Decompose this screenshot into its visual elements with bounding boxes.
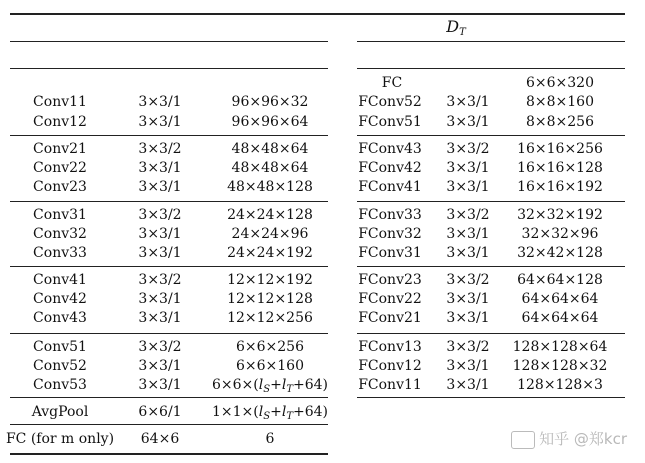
encoder-cell: 3×3/1 bbox=[138, 245, 182, 261]
encoder-cell: 24×24×192 bbox=[227, 245, 313, 261]
decoder-cell: 64×64×64 bbox=[521, 310, 599, 326]
decoder-cell: 8×8×256 bbox=[526, 114, 594, 130]
encoder-cell: 96×96×32 bbox=[231, 94, 309, 110]
decoder-cell: 3×3/1 bbox=[446, 94, 490, 110]
zhihu-logo-icon bbox=[511, 431, 535, 449]
decoder-cell: 6×6×320 bbox=[526, 75, 594, 91]
encoder-cell: 3×3/1 bbox=[138, 179, 182, 195]
decoder-group-rule bbox=[357, 333, 625, 334]
encoder-cell: 3×3/1 bbox=[138, 226, 182, 242]
encoder-cell: 3×3/2 bbox=[138, 141, 182, 157]
decoder-cell: 16×16×192 bbox=[517, 179, 603, 195]
decoder-cell: 8×8×160 bbox=[526, 94, 594, 110]
encoder-cell: 3×3/1 bbox=[138, 291, 182, 307]
decoder-cell: 3×3/2 bbox=[446, 207, 490, 223]
encoder-group-rule bbox=[10, 333, 328, 334]
decoder-group-rule bbox=[357, 135, 625, 136]
encoder-group-rule bbox=[10, 201, 328, 202]
encoder-cell: 6×6×256 bbox=[236, 339, 304, 355]
encoder-cell: 96×96×64 bbox=[231, 114, 309, 130]
encoder-cell: 6 bbox=[265, 431, 275, 447]
encoder-group-rule bbox=[10, 424, 328, 425]
encoder-group-rule bbox=[10, 135, 328, 136]
decoder-title-rule bbox=[357, 41, 625, 42]
encoder-title-rule bbox=[10, 41, 328, 42]
decoder-title: $D_T$ bbox=[446, 17, 466, 38]
encoder-cell: 24×24×128 bbox=[227, 207, 313, 223]
encoder-cell: Conv12 bbox=[33, 114, 87, 130]
decoder-cell: FConv41 bbox=[358, 179, 422, 195]
decoder-cell: FConv43 bbox=[358, 141, 422, 157]
encoder-cell: Conv41 bbox=[33, 272, 87, 288]
encoder-cell: 12×12×128 bbox=[227, 291, 313, 307]
encoder-cell: 64×6 bbox=[140, 431, 180, 447]
decoder-cell: 3×3/1 bbox=[446, 160, 490, 176]
encoder-cell: Conv53 bbox=[33, 377, 87, 393]
decoder-cell: FConv51 bbox=[358, 114, 422, 130]
encoder-cell: Conv21 bbox=[33, 141, 87, 157]
encoder-cell: 6×6/1 bbox=[138, 404, 182, 420]
decoder-cell: 3×3/1 bbox=[446, 310, 490, 326]
decoder-cell: FConv42 bbox=[358, 160, 422, 176]
decoder-cell: 3×3/2 bbox=[446, 272, 490, 288]
decoder-cell: 3×3/2 bbox=[446, 141, 490, 157]
watermark: 知乎 @郑kcr bbox=[511, 428, 627, 449]
encoder-cell: 3×3/1 bbox=[138, 160, 182, 176]
encoder-cell: $6\times 6\times(l_S+l_T+64)$ bbox=[212, 377, 328, 395]
decoder-cell: FConv22 bbox=[358, 291, 422, 307]
encoder-cell: 48×48×128 bbox=[227, 179, 313, 195]
decoder-cell: 3×3/1 bbox=[446, 358, 490, 374]
encoder-cell: AvgPool bbox=[31, 404, 89, 420]
decoder-header-rule bbox=[357, 68, 625, 69]
encoder-cell: Conv11 bbox=[33, 94, 87, 110]
decoder-cell: 64×64×128 bbox=[517, 272, 603, 288]
encoder-cell: FC (for m only) bbox=[5, 431, 115, 447]
decoder-cell: 3×3/1 bbox=[446, 179, 490, 195]
decoder-cell: FConv33 bbox=[358, 207, 422, 223]
decoder-cell: FConv31 bbox=[358, 245, 422, 261]
decoder-cell: FConv32 bbox=[358, 226, 422, 242]
decoder-group-rule bbox=[357, 266, 625, 267]
encoder-cell: Conv33 bbox=[33, 245, 87, 261]
encoder-header-rule bbox=[10, 68, 328, 69]
encoder-cell: 6×6×160 bbox=[236, 358, 304, 374]
encoder-cell: 12×12×192 bbox=[227, 272, 313, 288]
decoder-cell: FConv21 bbox=[358, 310, 422, 326]
encoder-cell: Conv31 bbox=[33, 207, 87, 223]
encoder-cell: 48×48×64 bbox=[231, 141, 309, 157]
decoder-cell: 3×3/1 bbox=[446, 245, 490, 261]
encoder-cell: $1\times 1\times(l_S+l_T+64)$ bbox=[212, 404, 328, 422]
decoder-cell: 128×128×64 bbox=[512, 339, 608, 355]
encoder-cell: 3×3/1 bbox=[138, 358, 182, 374]
decoder-bottom-rule bbox=[357, 397, 625, 398]
decoder-cell: FConv13 bbox=[358, 339, 422, 355]
decoder-cell: 3×3/1 bbox=[446, 291, 490, 307]
decoder-cell: FConv12 bbox=[358, 358, 422, 374]
encoder-cell: 3×3/2 bbox=[138, 339, 182, 355]
decoder-cell: 16×16×128 bbox=[517, 160, 603, 176]
decoder-cell: 3×3/1 bbox=[446, 114, 490, 130]
encoder-cell: Conv22 bbox=[33, 160, 87, 176]
encoder-cell: 3×3/1 bbox=[138, 310, 182, 326]
decoder-cell: 16×16×256 bbox=[517, 141, 603, 157]
encoder-cell: Conv52 bbox=[33, 358, 87, 374]
decoder-cell: 3×3/1 bbox=[446, 377, 490, 393]
encoder-cell: Conv23 bbox=[33, 179, 87, 195]
encoder-bottom-rule bbox=[10, 453, 328, 455]
encoder-cell: Conv51 bbox=[33, 339, 87, 355]
decoder-cell: 3×3/2 bbox=[446, 339, 490, 355]
decoder-cell: 64×64×64 bbox=[521, 291, 599, 307]
decoder-cell: FConv11 bbox=[358, 377, 422, 393]
encoder-cell: 3×3/2 bbox=[138, 272, 182, 288]
decoder-group-rule bbox=[357, 201, 625, 202]
encoder-cell: Conv42 bbox=[33, 291, 87, 307]
decoder-cell: 32×32×96 bbox=[521, 226, 599, 242]
encoder-group-rule bbox=[10, 397, 328, 398]
decoder-cell: 128×128×32 bbox=[512, 358, 608, 374]
decoder-cell: 3×3/1 bbox=[446, 226, 490, 242]
encoder-cell: 3×3/1 bbox=[138, 114, 182, 130]
encoder-cell: Conv32 bbox=[33, 226, 87, 242]
decoder-cell: FC bbox=[381, 75, 403, 91]
decoder-cell: 128×128×3 bbox=[517, 377, 603, 393]
decoder-cell: 32×32×192 bbox=[517, 207, 603, 223]
top-rule bbox=[10, 13, 625, 15]
decoder-cell: FConv52 bbox=[358, 94, 422, 110]
decoder-cell: 32×42×128 bbox=[517, 245, 603, 261]
encoder-cell: 48×48×64 bbox=[231, 160, 309, 176]
encoder-cell: 3×3/2 bbox=[138, 207, 182, 223]
encoder-cell: 12×12×256 bbox=[227, 310, 313, 326]
decoder-cell: FConv23 bbox=[358, 272, 422, 288]
encoder-cell: 3×3/1 bbox=[138, 377, 182, 393]
encoder-cell: 3×3/1 bbox=[138, 94, 182, 110]
encoder-cell: 24×24×96 bbox=[231, 226, 309, 242]
encoder-cell: Conv43 bbox=[33, 310, 87, 326]
encoder-group-rule bbox=[10, 266, 328, 267]
